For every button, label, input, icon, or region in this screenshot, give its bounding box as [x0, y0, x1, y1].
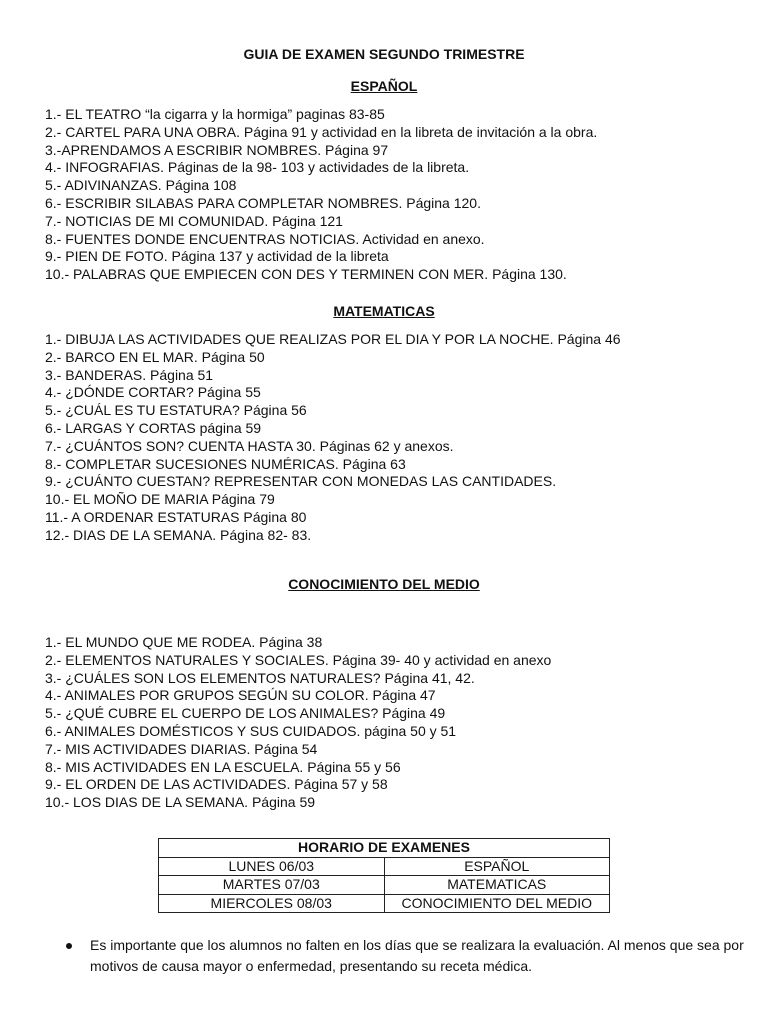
list-item: 5.- ¿QUÉ CUBRE EL CUERPO DE LOS ANIMALES? Página 49 — [45, 705, 446, 722]
list-item: 8.- FUENTES DONDE ENCUENTRAS NOTICIAS. Actividad en anexo. — [45, 230, 485, 247]
list-item: 7.- MIS ACTIVIDADES DIARIAS. Página 54 — [45, 740, 318, 757]
list-item: 7.- ¿CUÁNTOS SON? CUENTA HASTA 30. Páginas 62 y anexos. — [45, 437, 454, 454]
list-item: 10.- EL MOÑO DE MARIA Página 79 — [45, 491, 275, 508]
list-item: 1.- EL TEATRO “la cigarra y la hormiga” paginas 83-85 — [45, 106, 385, 122]
list-item: 2.- BARCO EN EL MAR. Página 50 — [45, 348, 265, 365]
list-item: 11.- A ORDENAR ESTATURAS Página 80 — [45, 508, 307, 525]
list-item: 2.- ELEMENTOS NATURALES Y SOCIALES. Página 39- 40 y actividad en anexo — [45, 651, 552, 668]
list-item: 6.- ANIMALES DOMÉSTICOS Y SUS CUIDADOS. página 50 y 51 — [45, 722, 457, 739]
schedule-subject: ESPAÑOL — [384, 857, 610, 876]
list-item: 6.- ESCRIBIR SILABAS PARA COMPLETAR NOMBRES. Página 120. — [45, 194, 481, 211]
section-heading-espanol: ESPAÑOL — [350, 78, 418, 94]
list-item: 5.- ADIVINANZAS. Página 108 — [45, 177, 237, 194]
list-item: 4.- INFOGRAFIAS. Páginas de la 98- 103 y actividades de la libreta. — [45, 159, 470, 176]
matematicas-list — [45, 331, 621, 545]
schedule-row — [159, 894, 610, 913]
schedule-row — [159, 857, 610, 876]
schedule-header-row — [159, 839, 610, 858]
list-item: 12.- DIAS DE LA SEMANA. Página 82- 83. — [45, 526, 312, 543]
list-item: 1.- DIBUJA LAS ACTIVIDADES QUE REALIZAS POR EL DIA Y POR LA NOCHE. Página 46 — [45, 331, 621, 347]
list-item: 7.- NOTICIAS DE MI COMUNIDAD. Página 121 — [45, 212, 343, 229]
note — [66, 935, 746, 977]
list-item: 3.- ¿CUÁLES SON LOS ELEMENTOS NATURALES? Página 41, 42. — [45, 669, 475, 686]
list-item: 3.- BANDERAS. Página 51 — [45, 366, 214, 383]
list-item: 8.- MIS ACTIVIDADES EN LA ESCUELA. Página 55 y 56 — [45, 758, 401, 775]
list-item: 8.- COMPLETAR SUCESIONES NUMÉRICAS. Página 63 — [45, 455, 406, 472]
exam-schedule-table — [158, 838, 610, 913]
conocimiento-del-medio-list — [45, 634, 551, 812]
schedule-day: MIERCOLES 08/03 — [159, 894, 385, 913]
schedule-subject: CONOCIMIENTO DEL MEDIO — [384, 894, 610, 913]
note-text: Es importante que los alumnos no falten en los días que se realizara la evaluación. Al menos que sea por motivos de causa mayor o enfermedad, presentando su receta médica. — [90, 937, 744, 974]
list-item: 9.- EL ORDEN DE LAS ACTIVIDADES. Página 57 y 58 — [45, 776, 388, 793]
bullet-icon — [66, 943, 72, 949]
espanol-list — [45, 106, 597, 284]
list-item: 9.- ¿CUÁNTO CUESTAN? REPRESENTAR CON MONEDAS LAS CANTIDADES. — [45, 473, 557, 490]
section-heading-matematicas: MATEMATICAS — [333, 303, 435, 319]
list-item: 2.- CARTEL PARA UNA OBRA. Página 91 y actividad en la libreta de invitación a la obra. — [45, 123, 598, 140]
list-item: 9.- PIEN DE FOTO. Página 137 y actividad de la libreta — [45, 248, 389, 265]
section-heading-conocimiento-del-medio: CONOCIMIENTO DEL MEDIO — [288, 576, 480, 592]
schedule-day: LUNES 06/03 — [159, 857, 385, 876]
schedule-subject: MATEMATICAS — [384, 876, 610, 895]
list-item: 3.-APRENDAMOS A ESCRIBIR NOMBRES. Página 97 — [45, 141, 389, 158]
list-item: 10.- LOS DIAS DE LA SEMANA. Página 59 — [45, 794, 316, 811]
schedule-day: MARTES 07/03 — [159, 876, 385, 895]
list-item: 1.- EL MUNDO QUE ME RODEA. Página 38 — [45, 634, 323, 650]
list-item: 5.- ¿CUÁL ES TU ESTATURA? Página 56 — [45, 402, 307, 419]
schedule-row — [159, 876, 610, 895]
list-item: 10.- PALABRAS QUE EMPIECEN CON DES Y TERMINEN CON MER. Página 130. — [45, 266, 567, 283]
page-title: GUIA DE EXAMEN SEGUNDO TRIMESTRE — [243, 46, 525, 62]
list-item: 4.- ANIMALES POR GRUPOS SEGÚN SU COLOR. Página 47 — [45, 687, 436, 704]
schedule-heading: HORARIO DE EXAMENES — [159, 839, 610, 858]
list-item: 4.- ¿DÓNDE CORTAR? Página 55 — [45, 384, 261, 401]
list-item: 6.- LARGAS Y CORTAS página 59 — [45, 419, 262, 436]
